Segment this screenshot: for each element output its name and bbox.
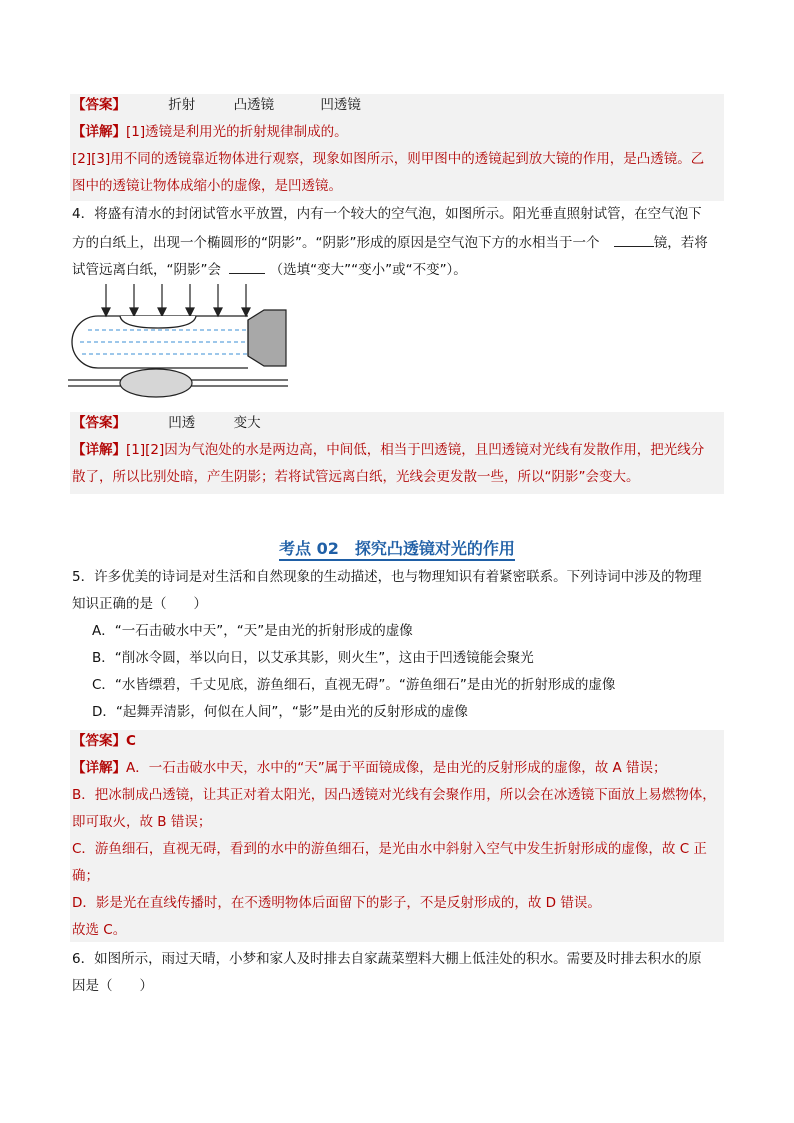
answer-tag: 【答案】	[72, 733, 126, 749]
question-text: （选填“变大”“变小”或“不变”）。	[269, 262, 467, 278]
answer-item: 变大	[233, 415, 261, 431]
question-text: 方的白纸上，出现一个椭圆形的“阴影”。“阴影”形成的原因是空气泡下方的水相当于一个	[72, 235, 600, 251]
answer-item: 凹透	[168, 415, 196, 431]
detail-text: A．一石击破水中天，水中的“天”属于平面镜成像，是由光的反射形成的虚像，故 A 错误；	[126, 760, 667, 776]
option-c: C．“水皆缥碧，千丈见底，游鱼细石，直视无碍”。“游鱼细石”是由光的折射形成的虚像	[92, 677, 616, 693]
air-bubble	[120, 316, 196, 328]
answer-item: 折射	[168, 97, 196, 113]
answer-row-q5	[72, 732, 136, 750]
answer-row-q4	[72, 414, 261, 432]
detail-text: 故选 C。	[72, 922, 127, 938]
detail-tag: 【详解】	[72, 760, 126, 776]
question-text-with-blank	[72, 232, 708, 252]
sunlight-arrows	[102, 284, 250, 316]
detail-text: [1]透镜是利用光的折射规律制成的。	[126, 124, 348, 140]
detail-tag: 【详解】	[72, 442, 126, 458]
question-text: 试管远离白纸，“阴影”会	[72, 262, 221, 278]
option-b: B．“削冰令圆，举以向日，以艾承其影，则火生”，这由于凹透镜能会聚光	[92, 650, 534, 666]
detail-row-q4	[72, 441, 704, 459]
answer-value: C	[126, 733, 136, 749]
detail-text: 即可取火，故 B 错误；	[72, 814, 212, 830]
question-text: 镜，若将	[653, 235, 708, 251]
section-heading	[0, 536, 794, 559]
test-tube-figure	[68, 280, 300, 404]
detail-text: [2][3]用不同的透镜靠近物体进行观察，现象如图所示，则甲图中的透镜起到放大镜的作用，是凸透镜。乙	[72, 151, 705, 167]
shadow-ellipse	[120, 369, 192, 397]
question-text: 6．如图所示，雨过天晴，小梦和家人及时排去自家蔬菜塑料大棚上低洼处的积水。需要及时排去积水的原	[72, 951, 702, 967]
detail-text: 散了，所以比别处暗，产生阴影；若将试管远离白纸，光线会更发散一些，所以“阴影”会变大。	[72, 469, 640, 485]
detail-row-q3	[72, 123, 348, 141]
detail-text: [1][2]因为气泡处的水是两边高，中间低，相当于凹透镜，且凹透镜对光线有发散作用，把光线分	[126, 442, 705, 458]
water-lines	[80, 330, 248, 354]
detail-tag: 【详解】	[72, 124, 126, 140]
question-text-with-blank	[72, 259, 467, 279]
question-text: 知识正确的是（ ）	[72, 596, 207, 612]
answer-blank	[229, 259, 265, 274]
answer-item: 凹透镜	[320, 97, 361, 113]
question-text: 因是（ ）	[72, 978, 153, 994]
question-text: 4．将盛有清水的封闭试管水平放置，内有一个较大的空气泡，如图所示。阳光垂直照射试管，在空气泡下	[72, 206, 702, 222]
answer-tag: 【答案】	[72, 97, 126, 113]
tube-stopper	[248, 310, 286, 366]
section-title-text: 考点 02 探究凸透镜对光的作用	[279, 539, 515, 561]
question-text: 5．许多优美的诗词是对生活和自然现象的生动描述，也与物理知识有着紧密联系。下列诗词中涉及的物理	[72, 569, 702, 585]
detail-text: B．把冰制成凸透镜，让其正对着太阳光，因凸透镜对光线有会聚作用，所以会在冰透镜下面放上易燃物体，	[72, 787, 716, 803]
detail-row-q5	[72, 759, 667, 777]
answer-item: 凸透镜	[233, 97, 275, 113]
option-a: A．“一石击破水中天”，“天”是由光的折射形成的虚像	[92, 623, 413, 639]
detail-text: D．影是光在直线传播时，在不透明物体后面留下的影子，不是反射形成的，故 D 错误。	[72, 895, 601, 911]
detail-text: C．游鱼细石，直视无碍，看到的水中的游鱼细石，是光由水中斜射入空气中发生折射形成的虚像，故 C 正	[72, 841, 707, 857]
option-d: D．“起舞弄清影，何似在人间”，“影”是由光的反射形成的虚像	[92, 704, 468, 720]
answer-blank	[614, 232, 654, 247]
detail-text: 确；	[72, 868, 99, 884]
detail-text: 图中的透镜让物体成缩小的虚像，是凹透镜。	[72, 178, 342, 194]
answer-row-q3	[72, 96, 361, 114]
answer-tag: 【答案】	[72, 415, 126, 431]
